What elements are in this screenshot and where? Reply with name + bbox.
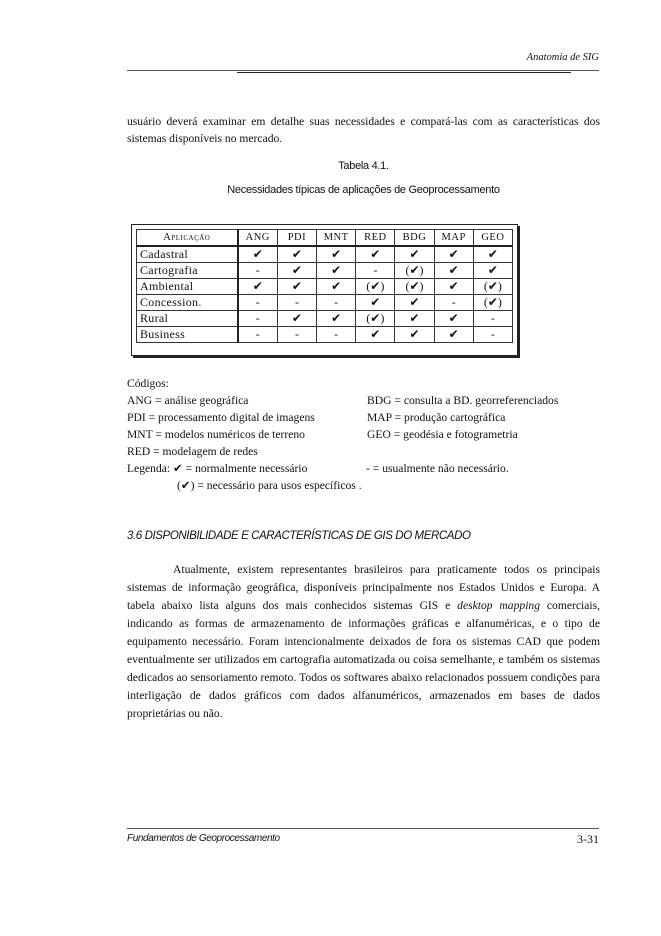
requirement-cell: ✔: [395, 327, 434, 343]
column-header: PDI: [277, 230, 316, 247]
application-name: Cartografia: [137, 263, 238, 279]
footer-title: Fundamentos de Geoprocessamento: [127, 833, 280, 844]
table-header-row: [137, 230, 513, 247]
requirement-cell: -: [277, 295, 316, 311]
code-geo: GEO = geodésia e fotogrametria: [367, 428, 518, 441]
requirement-cell: (✔): [473, 295, 512, 311]
running-header: Anatomia de SIG: [526, 52, 599, 63]
legend-specific: (✔) = necessário para usos específicos .: [177, 479, 362, 492]
application-name: Rural: [137, 311, 238, 327]
table-number: Tabela 4.1.: [338, 160, 389, 172]
table-row: [137, 311, 513, 327]
header-rule: [127, 70, 599, 71]
requirement-cell: ✔: [434, 279, 473, 295]
requirement-cell: ✔: [317, 246, 356, 263]
column-header: GEO: [473, 230, 512, 247]
requirement-cell: -: [434, 295, 473, 311]
requirement-cell: ✔: [356, 295, 395, 311]
requirement-cell: ✔: [473, 263, 512, 279]
table-row: [137, 263, 513, 279]
column-header: Aplicação: [137, 230, 238, 247]
column-header: BDG: [395, 230, 434, 247]
table-row: [137, 327, 513, 343]
application-name: Ambiental: [137, 279, 238, 295]
requirement-cell: -: [238, 295, 278, 311]
requirement-cell: -: [238, 263, 278, 279]
table-row: [137, 279, 513, 295]
table-frame: [131, 224, 518, 356]
column-header: RED: [356, 230, 395, 247]
column-header: MNT: [317, 230, 356, 247]
requirement-cell: -: [356, 263, 395, 279]
requirement-cell: ✔: [356, 327, 395, 343]
requirement-cell: ✔: [317, 279, 356, 295]
requirements-table: [136, 229, 513, 343]
table-row: [137, 246, 513, 263]
code-mnt: MNT = modelos numéricos de terreno: [127, 428, 305, 441]
application-name: Cadastral: [137, 246, 238, 263]
column-header: MAP: [434, 230, 473, 247]
legend-required: Legenda: ✔ = normalmente necessário: [127, 462, 308, 475]
codes-heading: Códigos:: [127, 377, 169, 390]
intro-paragraph: usuário deverá examinar em detalhe suas necessidades e compará-las com as características dos sistemas disponíveis no mercado.: [127, 115, 600, 145]
requirement-cell: (✔): [395, 263, 434, 279]
table-body: [137, 246, 513, 343]
requirement-cell: ✔: [434, 311, 473, 327]
table-row: [137, 295, 513, 311]
requirement-cell: -: [473, 327, 512, 343]
requirement-cell: ✔: [317, 263, 356, 279]
requirement-cell: -: [473, 311, 512, 327]
code-red: RED = modelagem de redes: [127, 445, 258, 458]
requirement-cell: -: [238, 327, 278, 343]
requirement-cell: -: [317, 295, 356, 311]
requirement-cell: ✔: [434, 263, 473, 279]
header-rule-bold: [237, 72, 571, 73]
requirement-cell: ✔: [395, 311, 434, 327]
body-text-1: Atualmente, existem representantes brasileiros para praticamente todos os principais sistemas de informação geográfica, disponíveis principalmente nos Estados Unidos e Europa. A tabela abaixo lista alguns dos mais conhecidos sistemas GIS e: [127, 563, 600, 612]
requirement-cell: ✔: [395, 295, 434, 311]
requirement-cell: -: [238, 311, 278, 327]
requirement-cell: ✔: [356, 246, 395, 263]
requirement-cell: ✔: [317, 311, 356, 327]
legend-not-required: - = usualmente não necessário.: [366, 462, 509, 475]
footer-rule: [127, 828, 599, 829]
body-emphasis: desktop mapping: [457, 599, 541, 612]
application-name: Business: [137, 327, 238, 343]
requirement-cell: ✔: [434, 246, 473, 263]
requirement-cell: -: [317, 327, 356, 343]
table-title: Necessidades típicas de aplicações de Geoprocessamento: [227, 184, 500, 196]
section-title: 3.6 DISPONIBILIDADE E CARACTERÍSTICAS DE GIS DO MERCADO: [127, 530, 471, 542]
requirement-cell: ✔: [277, 311, 316, 327]
column-header: ANG: [238, 230, 278, 247]
requirement-cell: (✔): [356, 311, 395, 327]
requirement-cell: (✔): [356, 279, 395, 295]
body-text-2: comerciais, indicando as formas de armazenamento de informações gráficas e alfanuméricas, e o tipo de equipamento necessário. Foram intencionalmente deixados de fora os sistemas CAD que podem eventualmente ser utilizados em cartografia automatizada ou coisa semelhante, e também os sistemas dedicados ao sensoriamento remoto. Todos os softwares abaixo relacionados possuem condições para interligação de dados gráficos com dados alfanuméricos, armazenados em bases de dados proprietárias ou não.: [127, 599, 600, 720]
requirement-cell: -: [277, 327, 316, 343]
code-bdg: BDG = consulta a BD. georreferenciados: [367, 394, 559, 407]
body-paragraph: [127, 561, 600, 723]
requirement-cell: ✔: [238, 279, 278, 295]
codes-block: [127, 375, 607, 494]
requirement-cell: ✔: [238, 246, 278, 263]
requirement-cell: (✔): [473, 279, 512, 295]
page-number: 3-31: [577, 832, 599, 846]
requirement-cell: ✔: [395, 246, 434, 263]
application-name: Concession.: [137, 295, 238, 311]
requirement-cell: (✔): [395, 279, 434, 295]
requirement-cell: ✔: [473, 246, 512, 263]
requirement-cell: ✔: [277, 246, 316, 263]
requirement-cell: ✔: [434, 327, 473, 343]
code-pdi: PDI = processamento digital de imagens: [127, 411, 315, 424]
code-map: MAP = produção cartográfica: [367, 411, 506, 424]
requirement-cell: ✔: [277, 279, 316, 295]
code-ang: ANG = análise geográfica: [127, 394, 249, 407]
requirement-cell: ✔: [277, 263, 316, 279]
